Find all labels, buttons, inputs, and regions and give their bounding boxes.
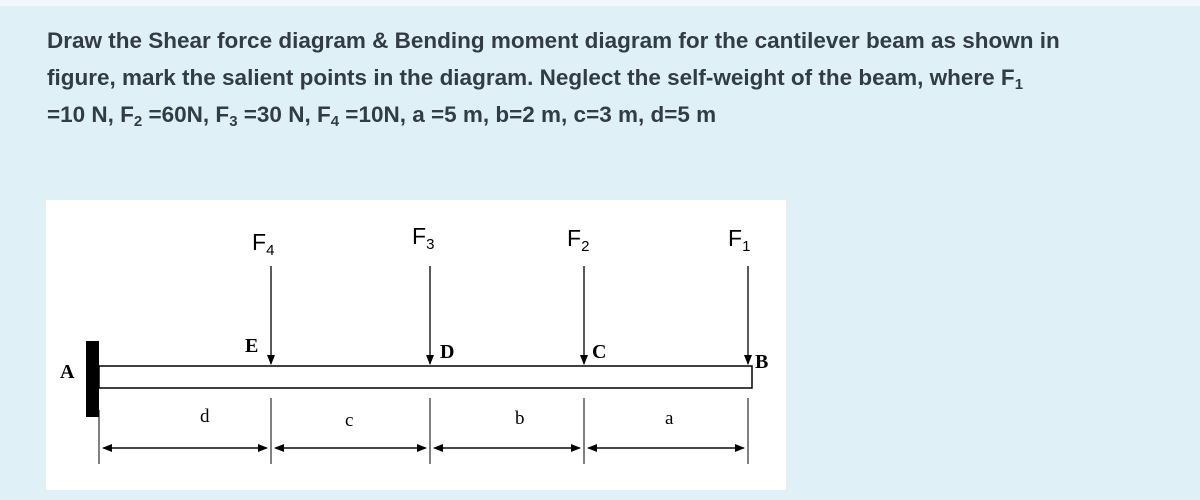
point-label-c: C — [592, 341, 607, 363]
problem-line-3-part-3: =30 N, F — [237, 102, 331, 127]
problem-line-3-sub-2: 3 — [229, 113, 238, 130]
point-label-e: E — [245, 335, 259, 357]
dimension-label-b: b — [515, 408, 525, 429]
beam — [99, 366, 752, 388]
force-label-f3: $F_3$ — [412, 223, 435, 253]
problem-line-3-part-4: =10N, a =5 m, b=2 m, c=3 m, d=5 m — [339, 102, 717, 127]
problem-line-3 — [47, 96, 1167, 133]
problem-line-3-sub-1: 2 — [133, 113, 143, 130]
top-divider — [0, 0, 1200, 6]
problem-line-2-text: figure, mark the salient points in the diagram. Neglect the self-weight of the beam, where F — [47, 65, 1015, 90]
force-label-f1: $F_1$ — [728, 225, 751, 255]
point-label-a: A — [60, 361, 75, 383]
dimension-label-a: a — [665, 408, 674, 429]
beam-figure — [46, 200, 786, 490]
fixed-support-wall — [86, 341, 99, 417]
dimension-label-c: c — [345, 410, 354, 431]
problem-line-2-sub: 1 — [1014, 76, 1024, 93]
problem-line-3-part-2: =60N, F — [142, 102, 230, 127]
point-label-d: D — [440, 341, 455, 363]
beam-diagram — [46, 200, 786, 490]
problem-line-3-part-1: =10 N, F — [47, 102, 134, 127]
problem-line-3-sub-3: 4 — [330, 113, 340, 130]
force-label-f2: $F_2$ — [567, 225, 590, 255]
problem-line-1-text: Draw the Shear force diagram & Bending moment diagram for the cantilever beam as shown in — [47, 28, 1060, 53]
problem-statement — [47, 22, 1167, 133]
force-label-f4: $F_4$ — [252, 229, 275, 259]
problem-line-2 — [47, 59, 1167, 96]
point-label-b: B — [755, 351, 769, 373]
problem-line-1 — [47, 22, 1167, 59]
dimension-label-d: d — [200, 406, 210, 427]
